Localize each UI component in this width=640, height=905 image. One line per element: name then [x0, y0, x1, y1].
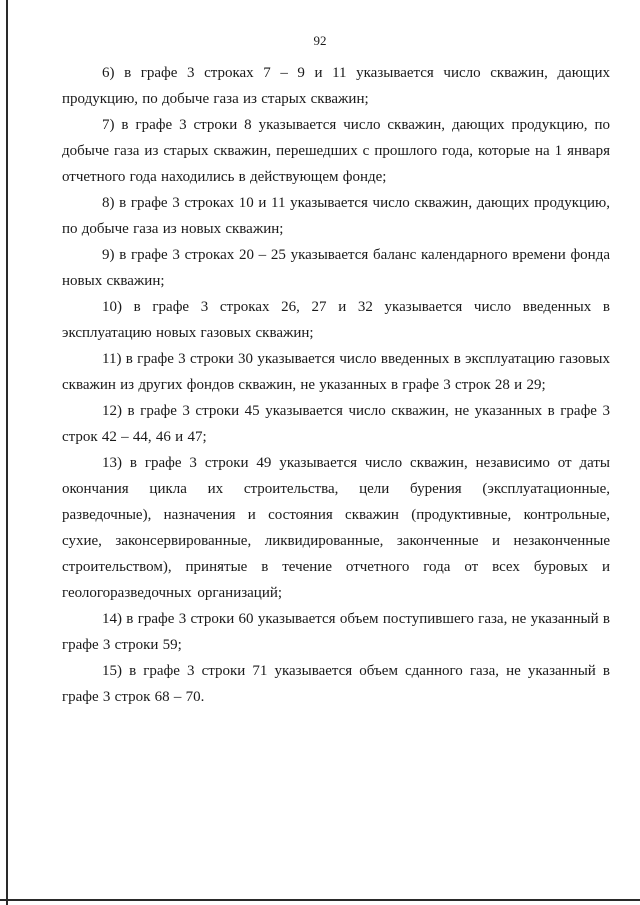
- document-body: [62, 60, 610, 710]
- paragraph-item-12: 12) в графе 3 строки 45 указывается число скважин, не указанных в графе 3 строк 42 – 44, 46 и 47;: [62, 403, 610, 445]
- scan-edge-bottom: [0, 899, 640, 901]
- paragraph-item-7: 7) в графе 3 строки 8 указывается число скважин, дающих продукцию, по добыче газа из старых скважин, перешедших с прошлого года, которые на 1 января отчетного года находились в действующем фонде;: [62, 117, 610, 185]
- paragraph-item-10: 10) в графе 3 строках 26, 27 и 32 указывается число введенных в эксплуатацию новых газовых скважин;: [62, 299, 610, 341]
- paragraph-item-13: 13) в графе 3 строки 49 указывается число скважин, независимо от даты окончания цикла их строительства, цели бурения (эксплуатационные, разведочные), назначения и состояния скважин (продуктивные, контрольные, сухие, законсервированные, ликвидированные, законченные и незаконченные строительством), принятые в течение отчетного года от всех буровых и геологоразведочных организаций;: [62, 455, 610, 601]
- paragraph-item-15: 15) в графе 3 строки 71 указывается объем сданного газа, не указанный в графе 3 строк 68 – 70.: [62, 663, 610, 705]
- paragraph-item-6: 6) в графе 3 строках 7 – 9 и 11 указывается число скважин, дающих продукцию, по добыче газа из старых скважин;: [62, 65, 610, 107]
- paragraph-item-14: 14) в графе 3 строки 60 указывается объем поступившего газа, не указанный в графе 3 строки 59;: [62, 611, 610, 653]
- page-number: 92: [313, 33, 327, 48]
- scan-edge-left: [6, 0, 8, 905]
- paragraph-item-8: 8) в графе 3 строках 10 и 11 указывается число скважин, дающих продукцию, по добыче газа из новых скважин;: [62, 195, 610, 237]
- paragraph-item-11: 11) в графе 3 строки 30 указывается число введенных в эксплуатацию газовых скважин из других фондов скважин, не указанных в графе 3 строк 28 и 29;: [62, 351, 610, 393]
- paragraph-item-9: 9) в графе 3 строках 20 – 25 указывается баланс календарного времени фонда новых скважин;: [62, 247, 610, 289]
